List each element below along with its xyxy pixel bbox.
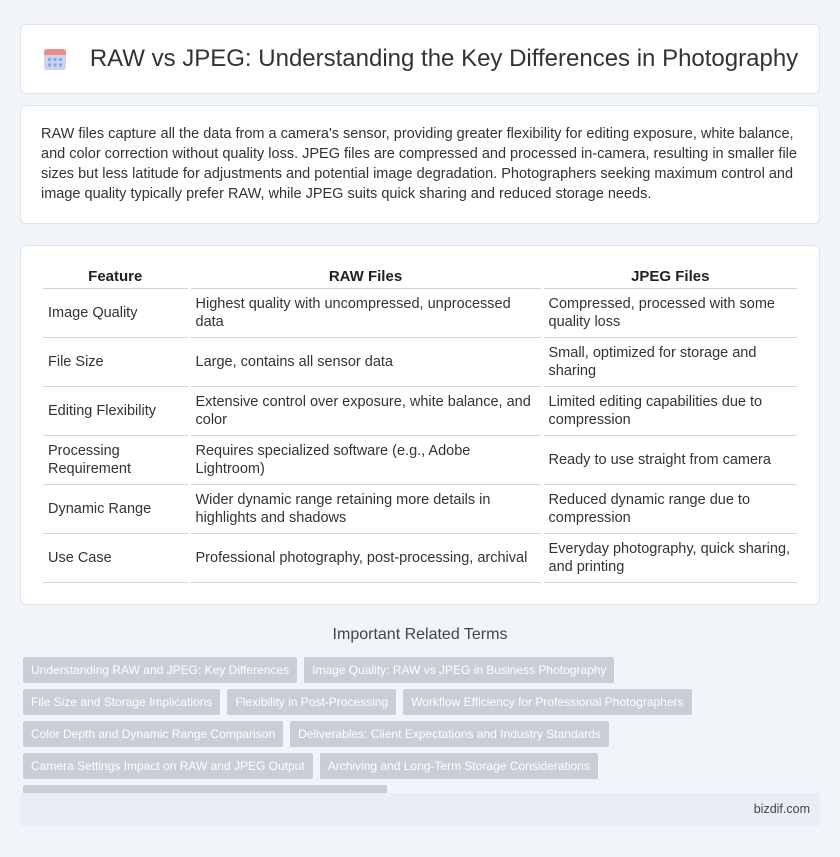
- intro-card: [20, 105, 820, 224]
- comparison-table: [43, 262, 797, 583]
- jpeg-cell: Everyday photography, quick sharing, and printing: [542, 533, 797, 582]
- feature-cell: File Size: [43, 337, 189, 386]
- raw-cell: Wider dynamic range retaining more details in highlights and shadows: [189, 484, 542, 533]
- footer-brand[interactable]: bizdif.com: [753, 802, 810, 816]
- raw-cell: Large, contains all sensor data: [189, 337, 542, 386]
- related-terms-title: Important Related Terms: [332, 626, 508, 643]
- raw-cell: Requires specialized software (e.g., Adobe Lightroom): [189, 435, 542, 484]
- feature-cell: Editing Flexibility: [43, 386, 189, 435]
- table-row: [43, 386, 797, 435]
- table-row: [43, 533, 797, 582]
- related-tag[interactable]: Image Quality: RAW vs JPEG in Business Photography: [304, 657, 614, 683]
- related-tag[interactable]: File Size and Storage Implications: [23, 689, 220, 715]
- page-title: RAW vs JPEG: Understanding the Key Differences in Photography: [89, 45, 799, 72]
- table-header-row: [43, 262, 797, 288]
- intro-text: RAW files capture all the data from a camera's sensor, providing greater flexibility for editing exposure, white balance, and color correction without quality loss. JPEG files are compressed and processed in-camera, resulting in smaller file sizes but less latitude for adjustments and potential image degradation. Photographers seeking maximum control and image quality typically prefer RAW, while JPEG suits quick sharing and reduced storage needs.: [41, 126, 797, 202]
- header-card: [20, 24, 820, 94]
- header-jpeg: JPEG Files: [542, 262, 797, 288]
- table-row: [43, 484, 797, 533]
- feature-cell: Image Quality: [43, 288, 189, 337]
- feature-cell: Use Case: [43, 533, 189, 582]
- feature-cell: Processing Requirement: [43, 435, 189, 484]
- footer: [20, 793, 820, 826]
- table-row: [43, 435, 797, 484]
- raw-cell: Professional photography, post-processing, archival: [189, 533, 542, 582]
- jpeg-cell: Ready to use straight from camera: [542, 435, 797, 484]
- header-feature: Feature: [43, 262, 189, 288]
- related-terms-section: [0, 626, 840, 644]
- related-tag[interactable]: Understanding RAW and JPEG: Key Differences: [23, 657, 297, 683]
- header-raw: RAW Files: [189, 262, 542, 288]
- related-tag[interactable]: Camera Settings Impact on RAW and JPEG Output: [23, 753, 313, 779]
- related-tag[interactable]: Deliverables: Client Expectations and Industry Standards: [290, 721, 609, 747]
- jpeg-cell: Reduced dynamic range due to compression: [542, 484, 797, 533]
- related-tag[interactable]: Archiving and Long-Term Storage Considerations: [320, 753, 598, 779]
- raw-cell: Highest quality with uncompressed, unprocessed data: [189, 288, 542, 337]
- related-tag[interactable]: Color Depth and Dynamic Range Comparison: [23, 721, 283, 747]
- jpeg-cell: Compressed, processed with some quality loss: [542, 288, 797, 337]
- related-tag[interactable]: Flexibility in Post-Processing: [227, 689, 396, 715]
- jpeg-cell: Small, optimized for storage and sharing: [542, 337, 797, 386]
- jpeg-cell: Limited editing capabilities due to compression: [542, 386, 797, 435]
- calendar-icon: [42, 46, 68, 72]
- related-tag[interactable]: Workflow Efficiency for Professional Photographers: [403, 689, 691, 715]
- table-row: [43, 288, 797, 337]
- feature-cell: Dynamic Range: [43, 484, 189, 533]
- raw-cell: Extensive control over exposure, white balance, and color: [189, 386, 542, 435]
- comparison-table-card: [20, 245, 820, 605]
- table-row: [43, 337, 797, 386]
